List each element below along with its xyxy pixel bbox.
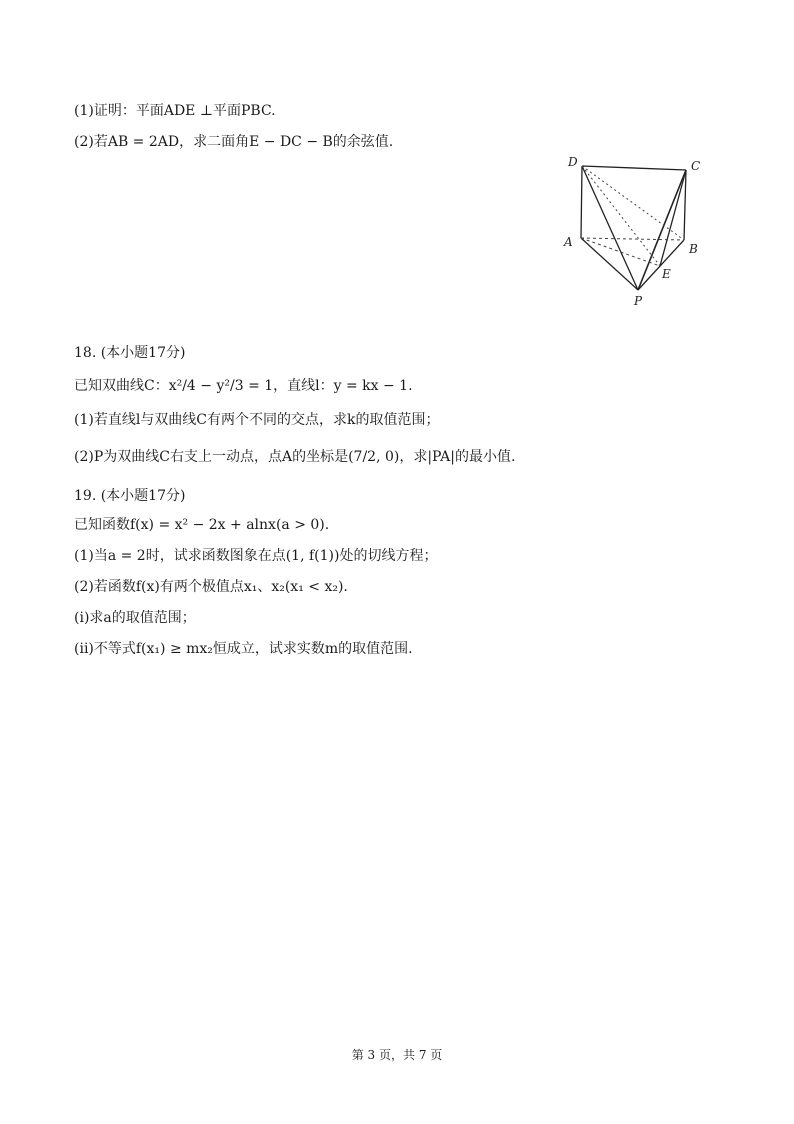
q18-part2: (2)P为双曲线C右支上一动点，点A的坐标是(7/2, 0)，求|PA|的最小值. bbox=[74, 449, 516, 465]
edge-DP bbox=[582, 166, 638, 290]
geometry-figure bbox=[556, 150, 706, 310]
label-B: B bbox=[689, 242, 698, 256]
edge-DB bbox=[582, 166, 684, 240]
q19-sub-ii: (ii)不等式f(x₁) ≥ mx₂恒成立，试求实数m的取值范围. bbox=[74, 641, 413, 657]
edge-CB bbox=[684, 170, 686, 240]
edge-AB bbox=[581, 238, 684, 240]
q19-part2: (2)若函数f(x)有两个极值点x₁、x₂(x₁ < x₂). bbox=[74, 579, 348, 595]
q19-sub-i: (i)求a的取值范围； bbox=[74, 610, 196, 626]
label-D: D bbox=[568, 155, 578, 169]
q18-part1: (1)若直线l与双曲线C有两个不同的交点，求k的取值范围； bbox=[74, 412, 440, 428]
page-footer: 第 3 页，共 7 页 bbox=[351, 1048, 443, 1062]
edge-AP bbox=[581, 238, 638, 290]
pyramid-diagram bbox=[556, 150, 706, 310]
q19-part1: (1)当a = 2时，试求函数图象在点(1, f(1))处的切线方程； bbox=[74, 548, 438, 564]
edge-DA bbox=[581, 166, 582, 238]
label-P: P bbox=[634, 294, 643, 308]
label-E: E bbox=[662, 267, 671, 281]
q17-part1: (1)证明：平面ADE ⊥平面PBC. bbox=[74, 103, 276, 119]
q18-stem: 已知双曲线C：x²/4 − y²/3 = 1，直线l：y = kx − 1. bbox=[74, 378, 413, 394]
q18-header: 18. (本小题17分) bbox=[74, 345, 186, 361]
label-C: C bbox=[691, 159, 701, 173]
edge-BP bbox=[638, 240, 684, 290]
q19-stem: 已知函数f(x) = x² − 2x + alnx(a > 0). bbox=[74, 517, 330, 533]
edge-DC bbox=[582, 166, 686, 170]
q19-header: 19. (本小题17分) bbox=[74, 488, 186, 504]
q17-part2: (2)若AB = 2AD，求二面角E − DC − B的余弦值. bbox=[74, 134, 394, 150]
label-A: A bbox=[564, 235, 573, 249]
